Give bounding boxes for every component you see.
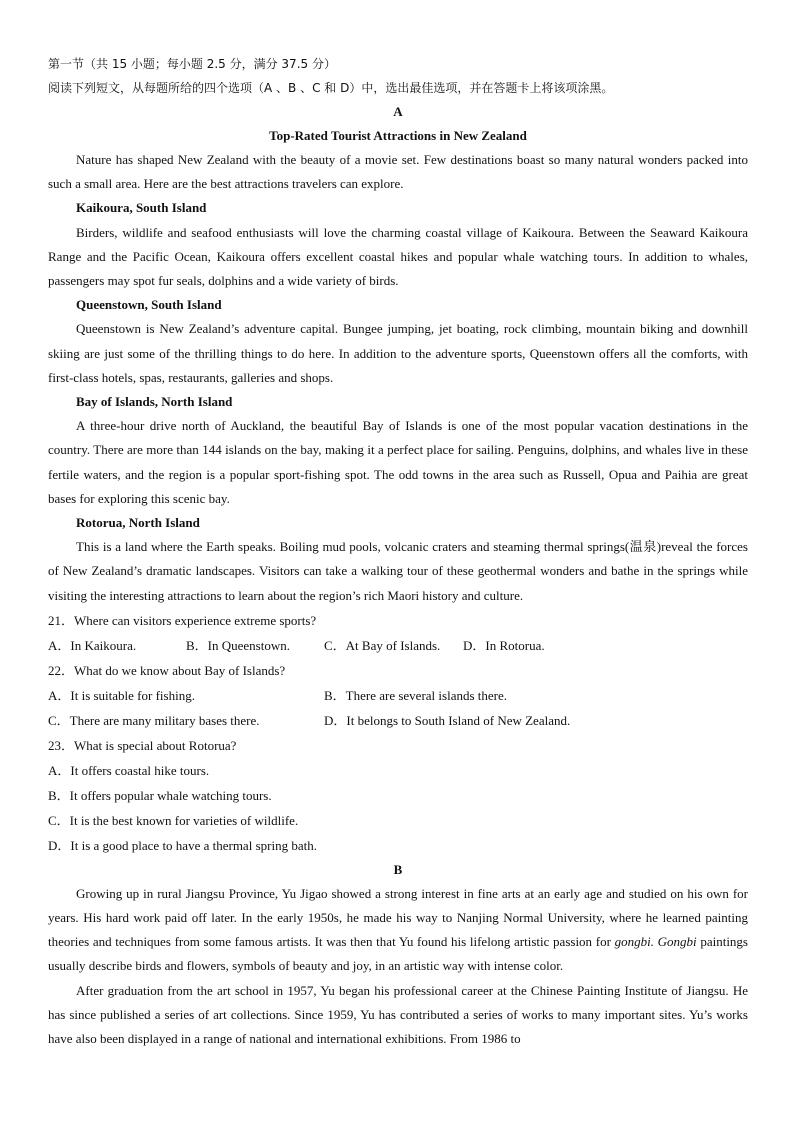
option-b: B．In Queenstown.: [186, 637, 290, 653]
section-heading-bay-of-islands: Bay of Islands, North Island: [76, 394, 233, 410]
question-22-options-row1: [48, 683, 748, 708]
option-a: A．It is suitable for fishing.: [48, 687, 195, 703]
option-c: C．At Bay of Islands.: [324, 637, 441, 653]
section-heading-queenstown: Queenstown, South Island: [76, 297, 222, 313]
section-text-queenstown: Queenstown is New Zealand’s adventure capital. Bungee jumping, jet boating, rock climbing, mountain biking and downhill skiing are just some of the thrilling things to do here. In addition to the adventure sports, Queenstown offers all the comforts, with first-class hotels, spas, restaurants, galleries and shops.: [48, 321, 748, 385]
option-b: B．It offers popular whale watching tours.: [48, 787, 272, 803]
question-22: 22．What do we know about Bay of Islands?: [48, 662, 286, 678]
paragraph-text: Growing up in rural Jiangsu Province, Yu Jigao showed a strong interest in fine arts at an early age and studied on his own for years. His hard work paid off later. In the early 1950s, he made his way to Nanjing Normal University, where he learned painting theories and techniques from some famous artists. It was then that Yu found his lifelong artistic passion for: [48, 885, 748, 950]
option-c: C．It is the best known for varieties of wildlife.: [48, 812, 299, 828]
section-text-kaikoura: Birders, wildlife and seafood enthusiasts will love the charming coastal village of Kaikoura. Between the Seaward Kaikoura Range and the Pacific Ocean, Kaikoura offers excellent coastal hikes and popular whale watching tours. In addition to whales, passengers may spot fur seals, dolphins and a wide variety of birds.: [48, 224, 748, 289]
passage-b-paragraph-1: [48, 882, 748, 979]
gongbi-term: gongbi. Gongbi: [614, 934, 697, 950]
section-text-rotorua: This is a land where the Earth speaks. Boiling mud pools, volcanic craters and steaming thermal springs(温泉)reveal the forces of New Zealand’s dramatic landscapes. Visitors can take a walking tour of these geothermal wonders and bathe in the springs while visiting the interesting attractions to learn about the region’s rich Maori history and culture.: [48, 539, 748, 603]
exam-page: [48, 52, 748, 1051]
passage-a-intro: Nature has shaped New Zealand with the beauty of a movie set. Few destinations boast so many natural wonders packed into such a small area. Here are the best attractions travelers can explore.: [48, 152, 748, 192]
question-22-options-row2: [48, 708, 748, 733]
question-23: 23．What is special about Rotorua?: [48, 737, 237, 753]
question-21: 21．Where can visitors experience extreme sports?: [48, 612, 317, 628]
option-b: B．There are several islands there.: [324, 687, 508, 703]
instruction-text: 阅读下列短文，从每题所给的四个选项（A 、B 、C 和 D）中，选出最佳选项，并在答题卡上将该项涂黑。: [48, 81, 614, 95]
option-d: D．In Rotorua.: [463, 637, 545, 653]
passage-b-letter: B: [393, 861, 403, 877]
section-heading-kaikoura: Kaikoura, South Island: [76, 200, 207, 216]
passage-a-title: Top-Rated Tourist Attractions in New Zealand: [269, 128, 527, 143]
option-a: A．In Kaikoura.: [48, 637, 137, 653]
section-header: 第一节（共 15 小题；每小题 2.5 分，满分 37.5 分）: [48, 57, 336, 71]
option-a: A．It offers coastal hike tours.: [48, 762, 210, 778]
passage-b-paragraph-2: After graduation from the art school in 1957, Yu began his professional career at the Chinese Painting Institute of Jiangsu. He has since published a series of art collections. Since 1959, Yu has contributed a series of works to many important sites. Yu’s works have also been displayed in a range of national and international exhibitions. From 1986 to: [48, 982, 748, 1047]
passage-a-letter: A: [393, 104, 403, 119]
section-heading-rotorua: Rotorua, North Island: [76, 515, 200, 531]
option-c: C．There are many military bases there.: [48, 712, 260, 728]
question-21-options: [48, 633, 748, 658]
section-text-bay-of-islands: A three-hour drive north of Auckland, the beautiful Bay of Islands is one of the most popular vacation destinations in the country. There are more than 144 islands on the bay, making it a perfect place for sailing. Penguins, dolphins, and whales live in these fertile waters, and the region is a popular sport-fishing spot. The odd towns in the area such as Russell, Opua and Paihia are great bases for exploring this scenic bay.: [48, 418, 748, 506]
option-d: D．It belongs to South Island of New Zealand.: [324, 712, 571, 728]
paragraph-text: paintings usually describe birds and flowers, symbols of beauty and joy, in an artistic way with intense color.: [48, 934, 748, 974]
option-d: D．It is a good place to have a thermal spring bath.: [48, 837, 317, 853]
